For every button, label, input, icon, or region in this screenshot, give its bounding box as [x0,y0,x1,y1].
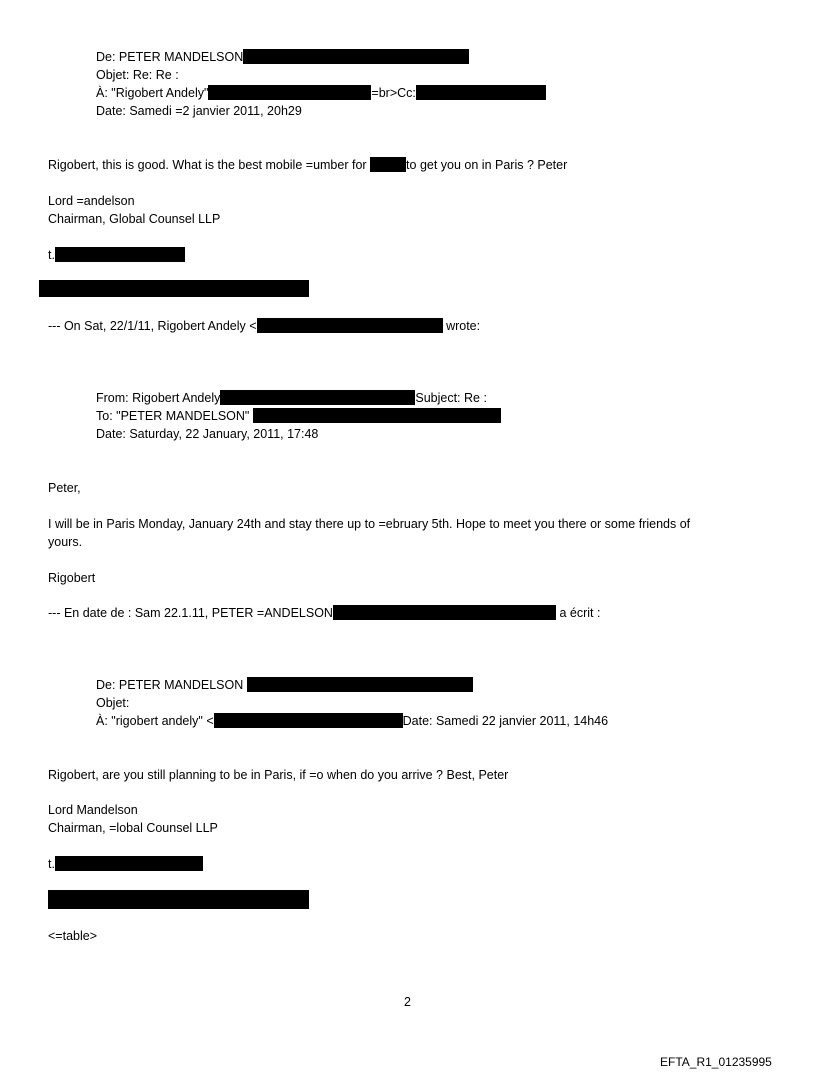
header-to-line: À: "Rigobert Andely" =br>Cc: [96,85,546,101]
redaction-bar [39,280,309,297]
message-signoff: Rigobert [48,571,96,585]
message-salutation: Peter, [48,481,81,495]
message-body-line: yours. [48,535,83,549]
redaction-bar [370,157,406,172]
redaction-bar [214,713,403,728]
redaction-bar [208,85,371,100]
redaction-bar [55,247,185,262]
signature-name: Lord =andelson [48,194,135,208]
header-subject-line: Objet: [96,696,130,710]
message-body-line: Rigobert, are you still planning to be in Paris, if =o when do you arrive ? Best, Peter [48,768,509,782]
document-id: EFTA_R1_01235995 [660,1055,772,1069]
header-subject-line: Objet: Re: Re : [96,68,179,82]
redaction-bar [333,605,556,620]
quote-attribution: --- En date de : Sam 22.1.11, PETER =ANDELSON a écrit : [48,606,601,620]
page-number: 2 [404,995,411,1009]
redaction-bar [55,856,203,871]
header-to-line: To: "PETER MANDELSON" [96,408,501,424]
signature-phone: t. [48,247,185,263]
redaction-bar [243,49,469,64]
signature-name: Lord Mandelson [48,803,138,817]
redaction-bar [257,318,443,333]
redaction-bar [247,677,473,692]
header-from-line: De: PETER MANDELSON [96,49,469,65]
header-from-line: De: PETER MANDELSON [96,677,473,693]
markup-artifact: <=table> [48,929,98,943]
redaction-bar [416,85,546,100]
header-date-line: Date: Samedi =2 janvier 2011, 20h29 [96,104,302,118]
message-body-line: Rigobert, this is good. What is the best mobile =umber for to get you on in Paris ? Peter [48,158,568,172]
signature-title: Chairman, =lobal Counsel LLP [48,821,218,835]
signature-phone: t. [48,856,203,872]
quote-attribution: --- On Sat, 22/1/11, Rigobert Andely < wrote: [48,319,481,333]
redaction-bar [220,390,415,405]
message-body-line: I will be in Paris Monday, January 24th and stay there up to =ebruary 5th. Hope to meet you there or some friends of [48,517,691,531]
redaction-bar [253,408,501,423]
redaction-bar [48,890,309,909]
header-to-line: À: "rigobert andely" < Date: Samedi 22 janvier 2011, 14h46 [96,714,609,728]
header-date-line: Date: Saturday, 22 January, 2011, 17:48 [96,427,319,441]
header-from-line: From: Rigobert Andely Subject: Re : [96,391,487,405]
signature-title: Chairman, Global Counsel LLP [48,212,221,226]
